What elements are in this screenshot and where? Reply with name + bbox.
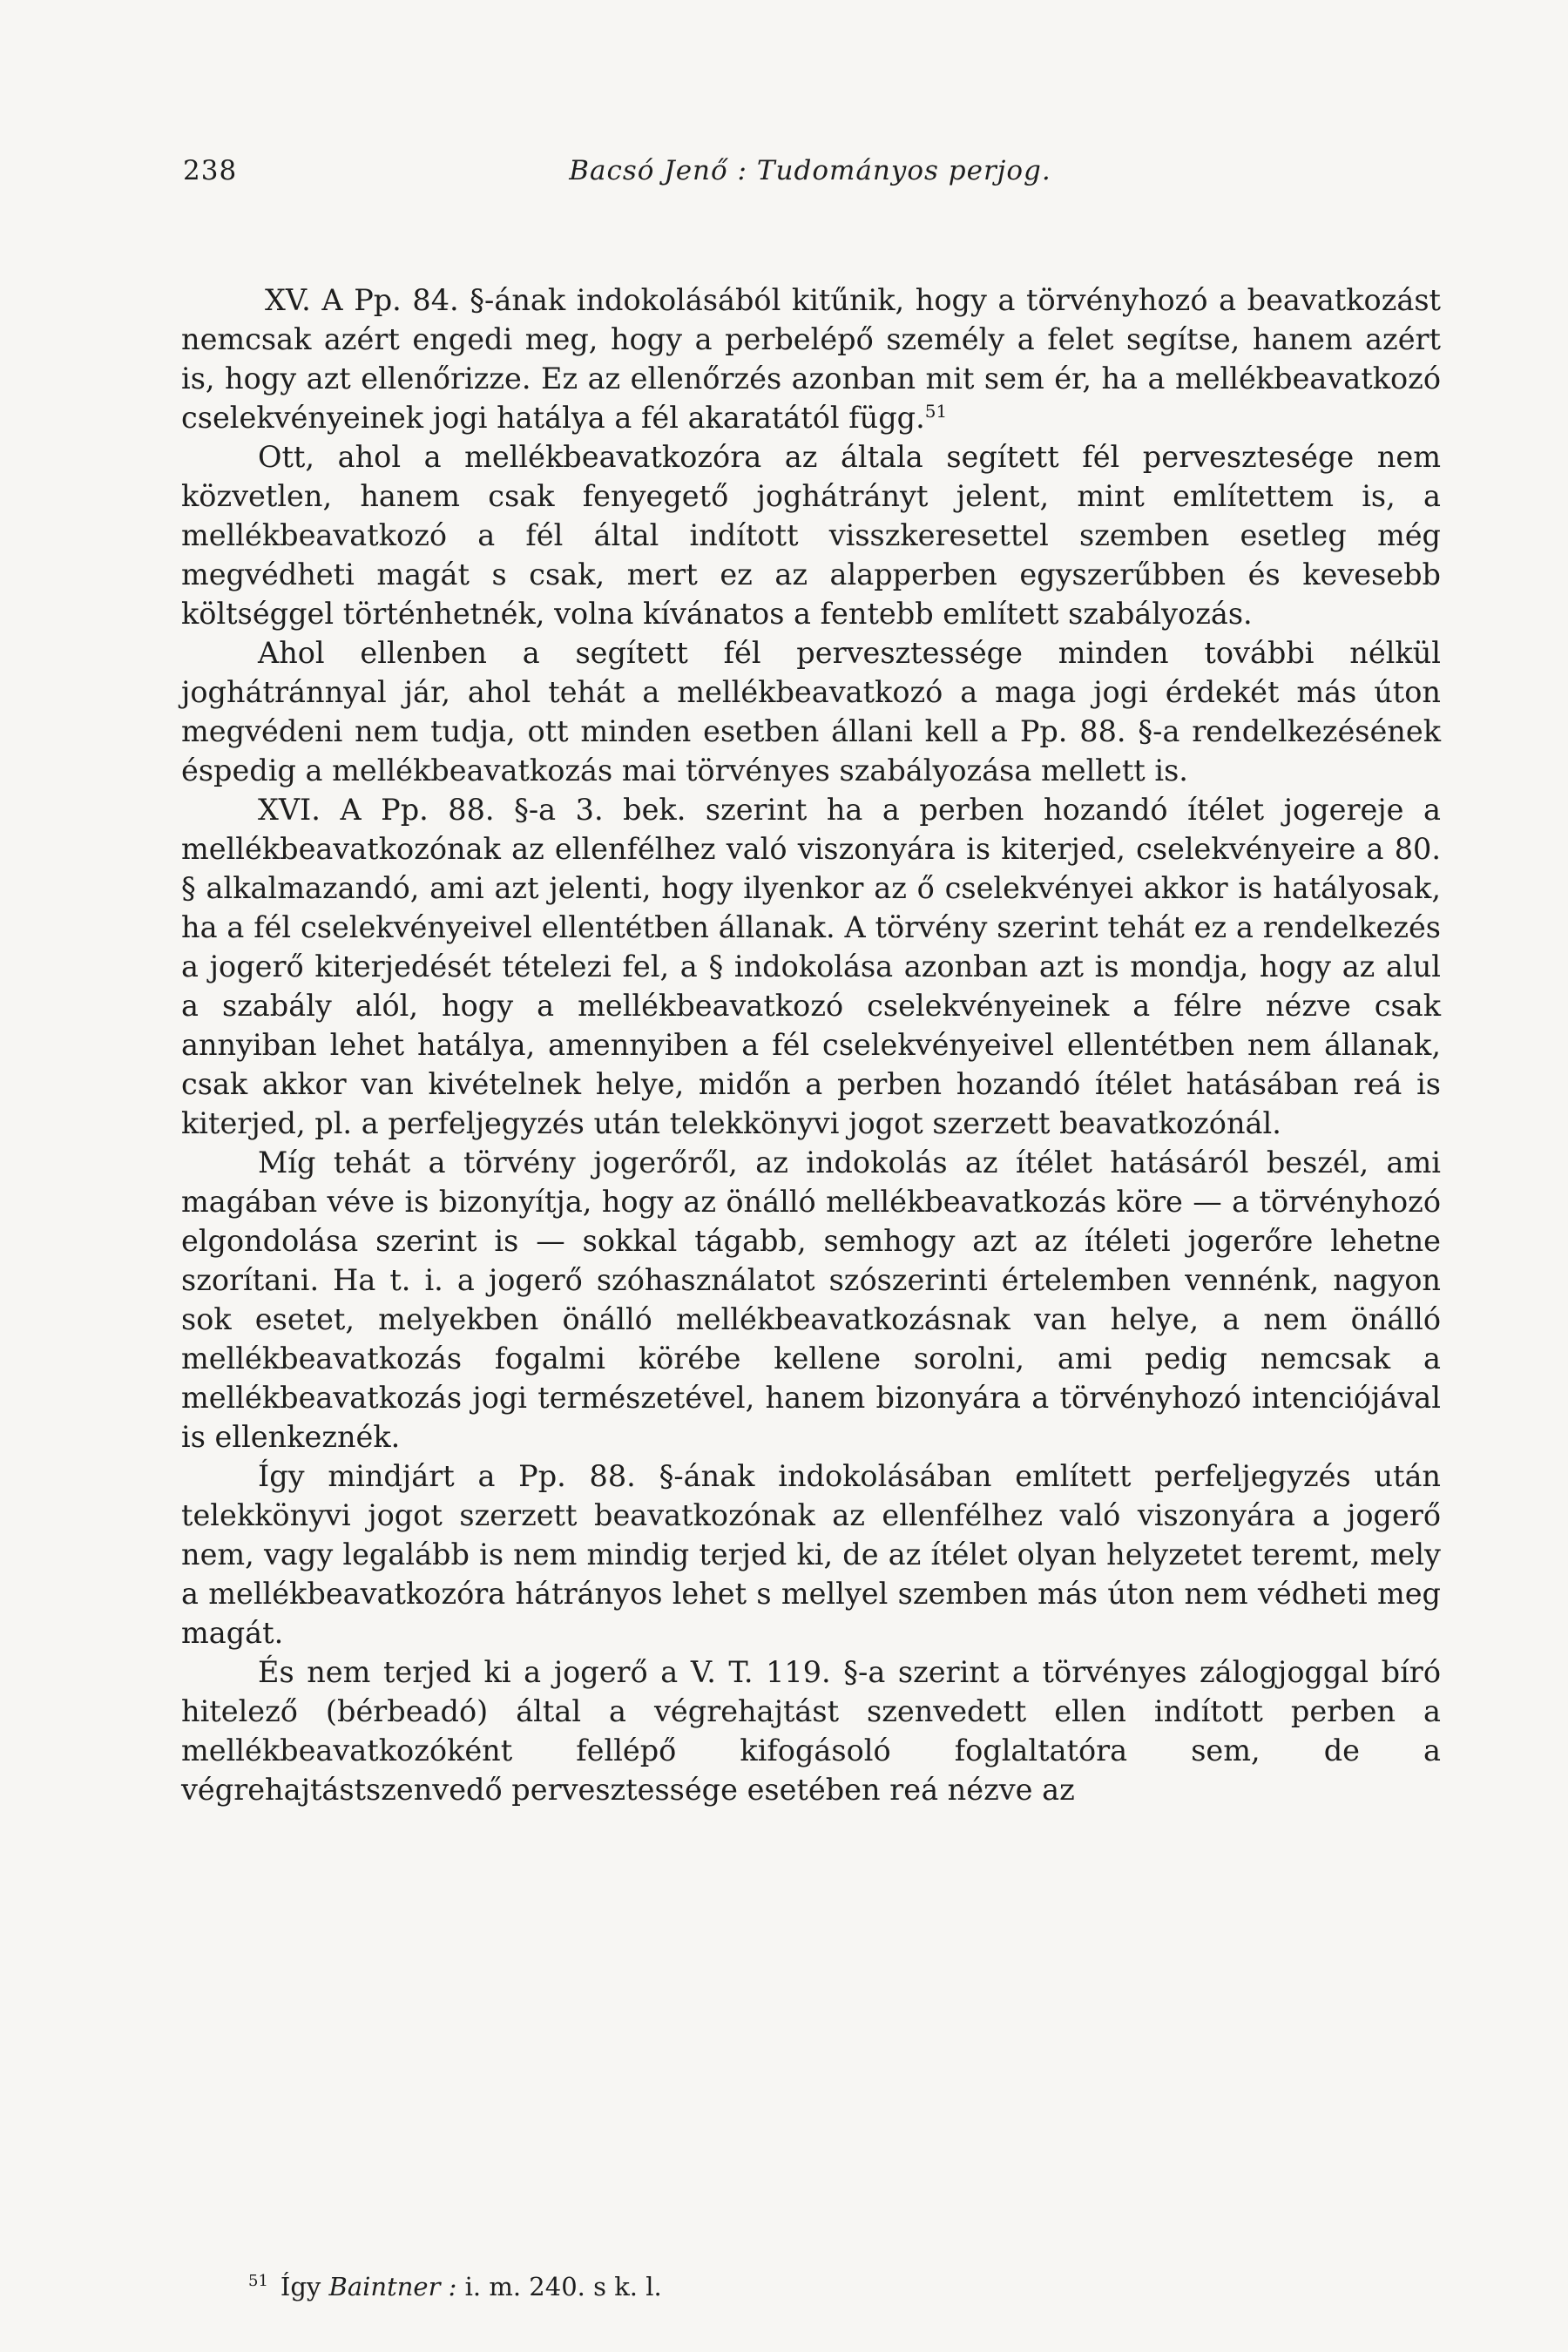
page-header	[183, 155, 1437, 199]
footnote-reference: 51	[924, 400, 948, 422]
footnote-author: Baintner :	[328, 2272, 457, 2301]
body-text	[181, 280, 1441, 1809]
paragraph-text: XV. A Pp. 84. §-ának indokolásából kitűnik, hogy a törvényhozó a beavatkozást nemcsak azért engedi meg, hogy a perbelépő személy a felet segítse, hanem azért is, hogy azt ellenőrizze. Ez az ellenőrzés azonban mit sem ér, ha a mellékbeavatkozó cselekvényeinek jogi hatálya a fél akaratától függ.	[181, 283, 1441, 435]
paragraph: Így mindjárt a Pp. 88. §-ának indokolásában említett perfeljegyzés után telekkönyvi jogot szerzett beavatkozónak az ellenfélhez való viszonyára a jogerő nem, vagy legalább is nem mindig terjed ki, de az ítélet olyan helyzetet teremt, mely a mellékbeavatkozóra hátrányos lehet s mellyel szemben más úton nem védheti meg magát.	[181, 1459, 1441, 1650]
footnote	[248, 2271, 1381, 2302]
running-head: Bacsó Jenő : Tudományos perjog.	[569, 155, 1051, 186]
footnote-mark: 51	[248, 2272, 268, 2291]
paragraph: Ahol ellenben a segített fél pervesztessége minden további nélkül joghátránnyal jár, ahol tehát a mellékbeavatkozó a maga jogi érdekét más úton megvédeni nem tudja, ott minden esetben állani kell a Pp. 88. §-a rendelkezésének éspedig a mellékbeavatkozás mai törvényes szabályozása mellett is.	[181, 636, 1441, 787]
paragraph: Míg tehát a törvény jogerőről, az indokolás az ítélet hatásáról beszél, ami magában véve is bizonyítja, hogy az önálló mellékbeavatkozás köre — a törvényhozó elgondolása szerint is — sokkal tágabb, semhogy azt az ítéleti jogerőre lehetne szorítani. Ha t. i. a jogerő szóhasználatot szószerinti értelemben vennénk, nagyon sok esetet, melyekben önálló mellékbeavatkozásnak van helye, a nem önálló mellékbeavatkozás fogalmi körébe kellene sorolni, ami pedig nemcsak a mellékbeavatkozás jogi természetével, hanem bizonyára a törvényhozó intenciójával is ellenkeznék.	[181, 1146, 1441, 1454]
paragraph: És nem terjed ki a jogerő a V. T. 119. §-a szerint a törvényes zálogjoggal bíró hitelező (bérbeadó) által a végrehajtást szenvedett ellen indított perben a mellékbeavatkozóként fellépő kifogásoló foglaltatóra sem, de a végrehajtástszenvedő pervesztessége esetében reá nézve az	[181, 1655, 1441, 1807]
paragraph	[181, 280, 1441, 437]
footnote-prefix: Így	[280, 2272, 321, 2301]
page-number: 238	[183, 155, 238, 186]
paragraph: XVI. A Pp. 88. §-a 3. bek. szerint ha a perben hozandó ítélet jogereje a mellékbeavatkozónak az ellenfélhez való viszonyára is kiterjed, cselekvényeire a 80. § alkalmazandó, ami azt jelenti, hogy ilyenkor az ő cselekvényei akkor is hatályosak, ha a fél cselekvényeivel ellentétben állanak. A törvény szerint tehát ez a rendelkezés a jogerő kiterjedését tételezi fel, a § indokolása azonban azt is mondja, hogy az alul a szabály alól, hogy a mellékbeavatkozó cselekvényeinek a félre nézve csak annyiban lehet hatálya, amennyiben a fél cselekvényeivel ellentétben nem állanak, csak akkor van kivételnek helye, midőn a perben hozandó ítélet hatásában reá is kiterjed, pl. a perfeljegyzés után telekkönyvi jogot szerzett beavatkozónál.	[181, 793, 1441, 1140]
footnote-citation: i. m. 240. s k. l.	[464, 2272, 662, 2301]
paragraph: Ott, ahol a mellékbeavatkozóra az általa segített fél pervesztesége nem közvetlen, hanem csak fenyegető joghátrányt jelent, mint említettem is, a mellékbeavatkozó a fél által indított visszkeresettel szemben esetleg még megvédheti magát s csak, mert ez az alapperben egyszerűbben és kevesebb költséggel történhetnék, volna kívánatos a fentebb említett szabályozás.	[181, 440, 1441, 631]
